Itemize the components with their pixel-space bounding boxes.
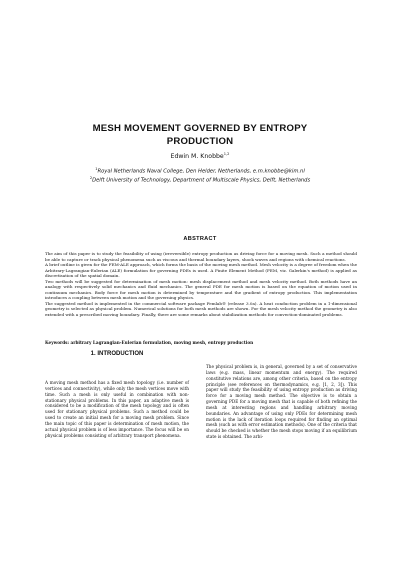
affiliation-1-mark: 1 <box>95 167 98 171</box>
author-affiliation-marks: 1,2 <box>223 152 230 156</box>
abstract-heading: ABSTRACT <box>183 236 217 242</box>
author-line <box>0 152 400 160</box>
title-line-1: MESH MOVEMENT GOVERNED BY ENTROPY <box>92 123 308 134</box>
affiliation-2 <box>0 176 400 184</box>
abstract-paragraph: The suggested method is implemented in the commercial software package Femlab® (release 3.0a). A heat conduction problem in a 1-dimensional geometry is selected as physical problem. Numerical solutions for both mesh methods are shown. For the mesh velocity method the geometry is also extended with a prescribed moving boundary. Finally, there are some remarks about stabilization methods for convection-dominated problems. <box>45 300 357 318</box>
title-line-2: PRODUCTION <box>166 136 234 147</box>
body-left-column: A moving mesh method has a fixed mesh topology (i.e. number of vertices and connectivity), while only the mesh vertices move with time. Such a mesh is only useful in combination with non-stationary physical problems. In this paper, an adaptive mesh is considered to be a modification of the mesh topology and is often used for stationary physical problems. Such a method could be used to create an initial mesh for a moving mesh problem. Since the main topic of this paper is determination of mesh motion, the actual physical problem is of less importance. The focus will be on physical problems consisting of arbitrary transport phenomena. <box>45 380 189 438</box>
author-name: Edwin M. Knobbe <box>170 153 224 161</box>
paper-title <box>0 122 400 148</box>
body-right-column: The physical problem is, in general, governed by a set of conservative laws (e.g. mass, linear momentum and energy). The required constitutive relations are, among other criteria, based on the entropy principle (see references on thermodynamics, e.g. [1, 2, 3]). This paper will study the feasibility of using entropy production as driving force for a moving mesh method. The objective is to obtain a governing PDE for a moving mesh that is capable of both refining the mesh at interesting regions and handling arbitrary moving boundaries. An advantage of using only PDEs for determining mesh motion is the lack of iteration loops required for finding an optimal mesh (such as with error estimation methods). One of the criteria that should be checked is whether the mesh stops moving if an equilibrium state is obtained. The arbi- <box>206 364 357 440</box>
affiliation-1-text: Royal Netherlands Naval College, Den Helder, Netherlands, e.m.knobbe@kim.nl <box>97 168 305 175</box>
abstract-body <box>45 251 357 318</box>
abstract-paragraph: A brief outline is given for the FEM-ALE approach, which forms the basis of the moving mesh method. Mesh velocity is a degree of freedom when the Arbitrary-Lagrangian-Eulerian (ALE) formulation for governing PDEs is used. A Finite Element Method (FEM, viz. Galerkin's method) is applied as discretisation of the spatial domain. <box>45 262 357 279</box>
abstract-paragraph: Two methods will be suggested for determination of mesh motion: mesh displacement method and mesh velocity method. Both methods have an analogy with respectively solid mechanics and fluid mechanics. The general PDE for mesh motion is based on the equation of motion used in continuum mechanics. Body force for mesh motion is determined by temperature and the gradient of entropy production. This implementation introduces a coupling between mesh motion and the governing physics. <box>45 278 357 301</box>
section-heading-introduction: 1. INTRODUCTION <box>90 351 144 357</box>
affiliation-1 <box>0 167 400 175</box>
abstract-paragraph: The aim of this paper is to study the feasibility of using (irreversible) entropy production as driving force for a moving mesh. Such a method should be able to capture or track physical phenomena such as viscous and thermal boundary layers, shock waves and regions with chemical reactions. <box>45 251 357 262</box>
keywords: Keywords: arbitrary Lagrangian-Eulerian formulation, moving mesh, entropy production <box>45 340 254 345</box>
affiliation-2-mark: 2 <box>89 176 93 180</box>
affiliation-2-text: Delft University of Technology, Department of Multiscale Physics, Delft, Netherlands <box>92 177 311 184</box>
